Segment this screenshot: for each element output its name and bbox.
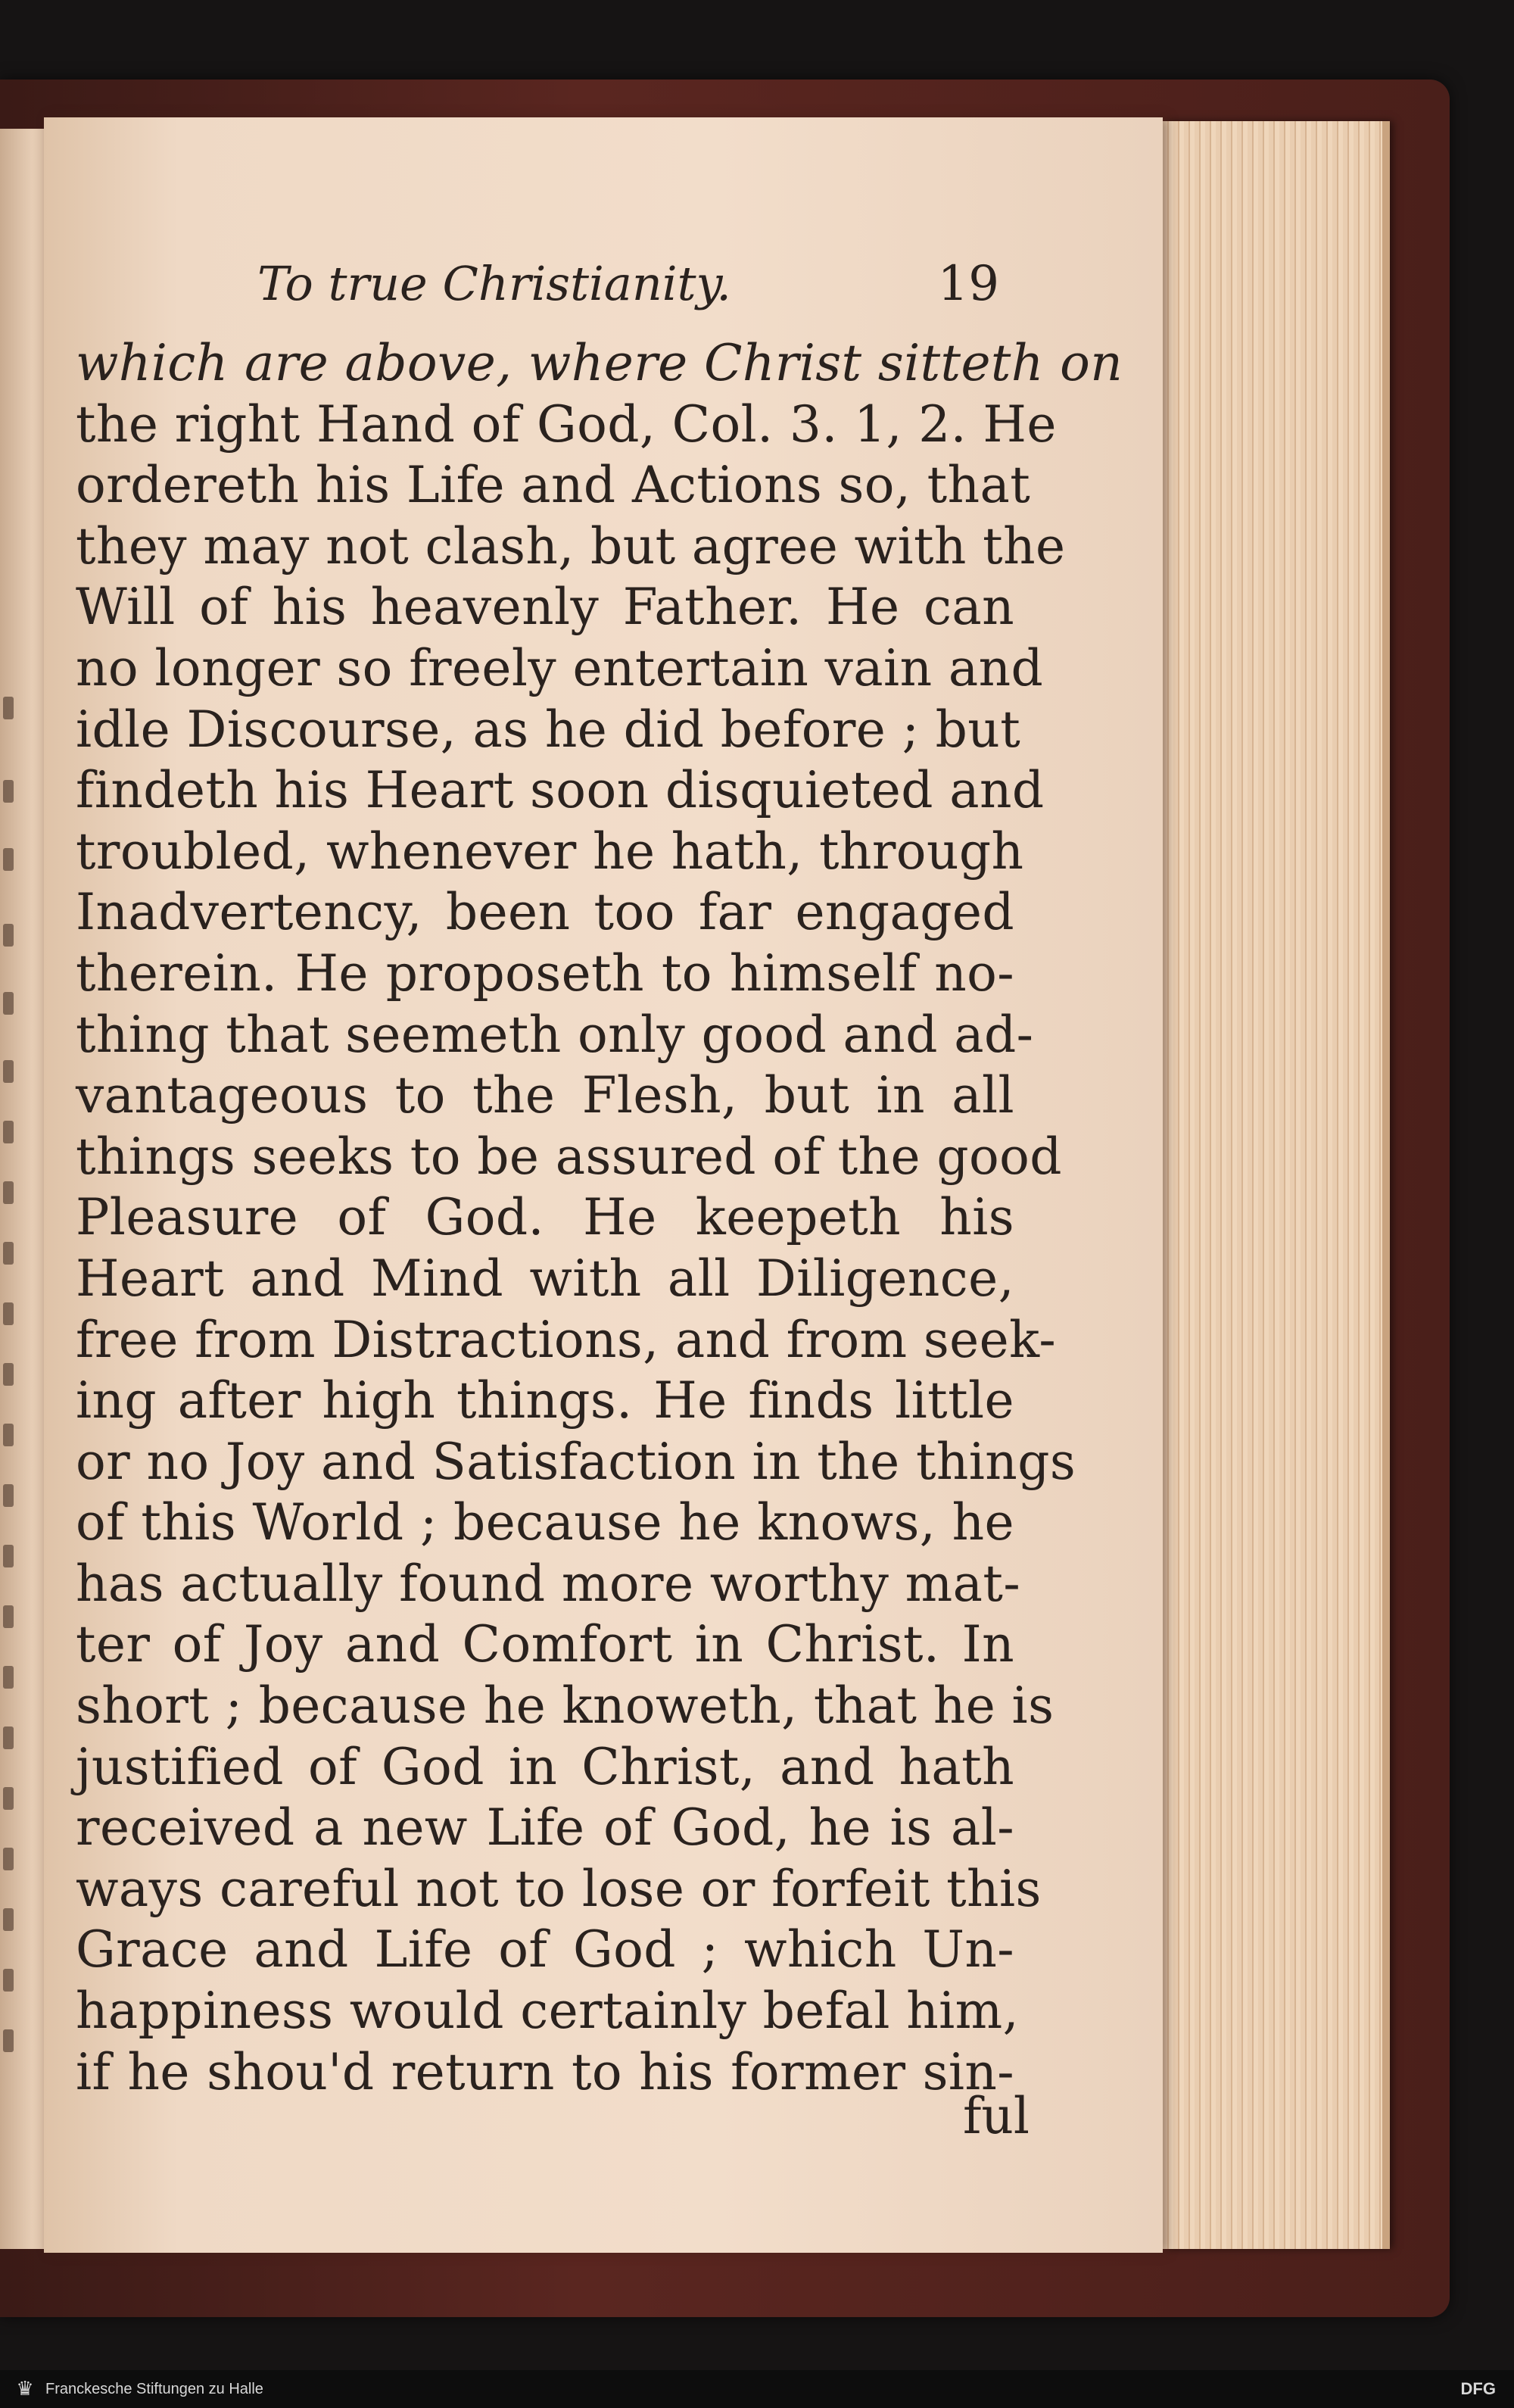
text-line: Will of his heavenly Father. He can	[76, 578, 1014, 637]
text-line: Heart and Mind with all Diligence,	[76, 1249, 1014, 1308]
facing-page-text-fragments	[0, 697, 27, 2211]
text-line: if he shou'd return to his former sin-	[76, 2042, 1014, 2101]
text-line: which are above, where Christ sitteth on	[76, 334, 1123, 392]
viewer-footer	[0, 2370, 1514, 2408]
text-line: idle Discourse, as he did before ; but	[76, 700, 1021, 759]
text-line: ing after high things. He finds little	[76, 1371, 1014, 1430]
text-line: ter of Joy and Comfort in Christ. In	[76, 1615, 1014, 1674]
text-line: Pleasure of God. He keepeth his	[76, 1188, 1014, 1247]
page-block-edges	[1163, 121, 1390, 2249]
text-line: therein. He proposeth to himself no-	[76, 944, 1014, 1003]
text-line: free from Distractions, and from seek-	[76, 1310, 1057, 1369]
text-line: no longer so freely entertain vain and	[76, 638, 1044, 697]
text-line: vantageous to the Flesh, but in all	[76, 1066, 1014, 1125]
text-line: Grace and Life of God ; which Un-	[76, 1920, 1014, 1979]
catchword: ful	[962, 2087, 1030, 2145]
text-line: things seeks to be assured of the good	[76, 1127, 1062, 1186]
text-line: findeth his Heart soon disquieted and	[76, 761, 1045, 820]
text-line: received a new Life of God, he is al-	[76, 1798, 1014, 1857]
text-line: they may not clash, but agree with the	[76, 516, 1066, 575]
text-line: troubled, whenever he hath, through	[76, 822, 1024, 881]
text-line: Inadvertency, been too far engaged	[76, 883, 1014, 942]
running-head: To true Christianity.	[257, 256, 731, 311]
text-line: of this World ; because he knows, he	[76, 1493, 1014, 1552]
page-number: 19	[937, 256, 999, 312]
text-line: ordereth his Life and Actions so, that	[76, 456, 1031, 515]
institution-logo-icon: ♛	[16, 2378, 34, 2400]
text-line: the right Hand of God, Col. 3. 1, 2. He	[76, 395, 1057, 454]
text-line: or no Joy and Satisfaction in the things	[76, 1432, 1076, 1491]
text-line: ways careful not to lose or forfeit this	[76, 1859, 1042, 1918]
text-line: thing that seemeth only good and ad-	[76, 1005, 1034, 1064]
text-line: justified of God in Christ, and hath	[76, 1737, 1014, 1796]
text-line: has actually found more worthy mat-	[76, 1554, 1021, 1613]
text-line: short ; because he knoweth, that he is	[76, 1677, 1055, 1736]
dfg-logo[interactable]: DFG	[1460, 2379, 1496, 2398]
body-text	[76, 333, 1123, 2103]
text-line: happiness would certainly befal him,	[76, 1982, 1020, 2041]
institution-label[interactable]: Franckesche Stiftungen zu Halle	[45, 2381, 263, 2397]
